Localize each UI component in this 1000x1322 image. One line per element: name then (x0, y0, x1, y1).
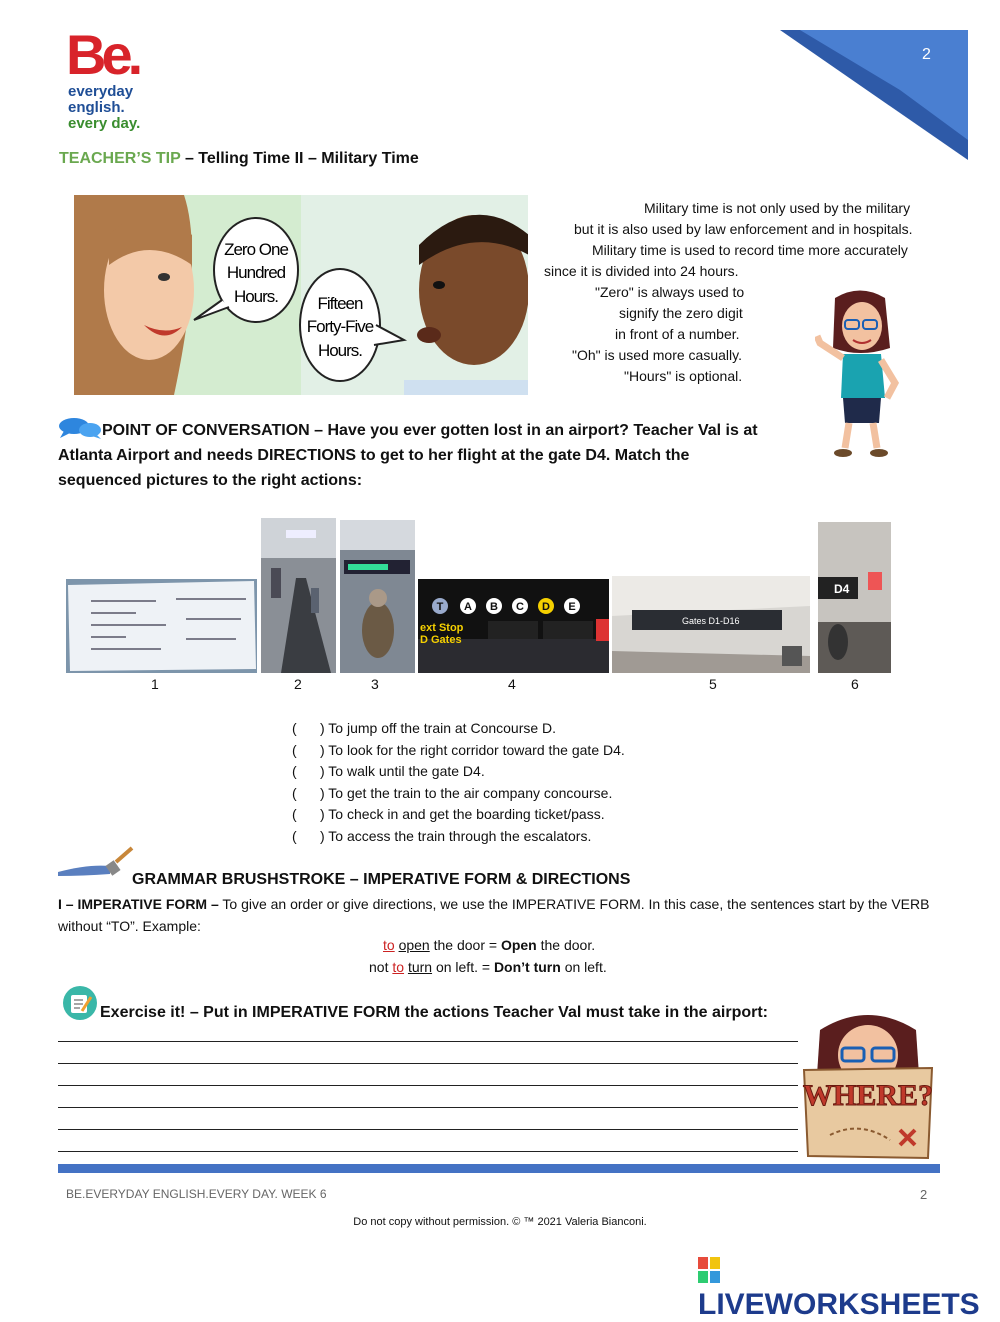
matching-item (292, 761, 625, 783)
example-1-verb: open (398, 937, 430, 953)
teacher-tip-title: – Telling Time II – Military Time (180, 150, 419, 167)
liveworksheets-logo-icon (698, 1257, 720, 1283)
picture-number: 4 (508, 676, 516, 692)
answer-blank[interactable]: ( (292, 784, 297, 801)
picture-number: 5 (709, 676, 717, 692)
answer-blank[interactable]: ( (292, 827, 297, 844)
explanation-line: in front of a number. (615, 326, 740, 342)
answer-blank[interactable]: ( (292, 763, 297, 779)
matching-item-text: ) To look for the right corridor toward the gate D4. (320, 741, 625, 758)
imperative-body: To give an order or give directions, we use the IMPERATIVE FORM. In this case, the sentences start by the VERB without “TO”. Example: (58, 896, 930, 934)
picture-number: 1 (151, 676, 159, 692)
bubble-right-line-1: Fifteen (317, 294, 363, 313)
liveworksheets-brand[interactable] (698, 1254, 1000, 1322)
bubble-left-line-1: Zero One (224, 240, 288, 259)
explanation-line: but it is also used by law enforcement and in hospitals. (574, 221, 913, 237)
example-1-to: to (383, 937, 395, 953)
sign-letter: A (464, 601, 472, 613)
example-2-to: to (392, 959, 405, 975)
answer-line[interactable] (58, 1107, 798, 1108)
bubble-right-line-3: Hours. (317, 341, 363, 360)
matching-item (292, 783, 625, 805)
imperative-heading: I – IMPERATIVE FORM – (58, 896, 219, 912)
bubble-right-line-2: Forty-Five (306, 317, 374, 336)
paintbrush-icon (58, 846, 134, 878)
explanation-line: Military time is used to record time more accurately (592, 242, 908, 258)
explanation-line: "Zero" is always used to (595, 284, 745, 300)
sign-letter: D (542, 601, 550, 613)
explanation-line: "Oh" is used more casually. (572, 347, 742, 363)
gate-sign-text: D4 (834, 582, 850, 596)
matching-item-text: ) To walk until the gate D4. (320, 763, 485, 779)
matching-item (292, 740, 625, 762)
explanation-line: Military time is not only used by the military (644, 200, 911, 216)
page-number: 2 (922, 46, 931, 63)
sign-letter: T (436, 601, 444, 613)
explanation-line: since it is divided into 24 hours. (544, 263, 739, 279)
example-1-rest: the door = (429, 937, 501, 953)
photo-1-boarding-pass (66, 579, 257, 673)
tagline-line-1: everyday (68, 83, 134, 100)
matching-item (292, 804, 625, 826)
matching-item-text: ) To get the train to the air company concourse. (320, 784, 613, 801)
photo-4-train-sign (418, 579, 609, 673)
sign-letter: E (568, 601, 576, 613)
bubble-left-line-3: Hours. (233, 287, 279, 306)
example-1-end: the door. (536, 937, 596, 953)
explanation-line: "Hours" is optional. (624, 368, 743, 384)
photo-3-train-entrance (340, 520, 415, 673)
answer-blank[interactable]: ( (292, 741, 297, 758)
teacher-tip-heading (59, 150, 419, 168)
where-avatar-sign (800, 1010, 936, 1160)
example-1-bold: Open (500, 937, 537, 953)
sign-text-d-gates: D Gates (420, 634, 462, 646)
copyright-notice: Do not copy without permission. © ™ 2021 Valeria Bianconi. (353, 1216, 647, 1228)
answer-line[interactable] (58, 1085, 798, 1086)
example-2-pre: not (369, 959, 393, 975)
brand-logo (66, 23, 139, 86)
example-2-bold: Don’t turn (493, 959, 561, 975)
point-of-conversation (58, 417, 758, 493)
corner-decoration (780, 30, 970, 162)
pencil-notepad-icon (62, 985, 98, 1021)
matching-item-text: ) To check in and get the boarding ticket/pass. (320, 806, 605, 822)
where-text: WHERE? (802, 1079, 934, 1112)
imperative-explanation (58, 893, 942, 937)
footer-bar (58, 1164, 940, 1173)
example-2 (369, 959, 607, 975)
matching-item-text: ) To access the train through the escalators. (320, 827, 592, 844)
sign-text-next-stop: ext Stop (420, 622, 464, 634)
photo-2-escalator (261, 518, 336, 673)
explanation-line: signify the zero digit (619, 305, 743, 321)
chat-bubbles-icon (58, 417, 102, 439)
matching-item-text: ) To jump off the train at Concourse D. (320, 720, 557, 736)
sign-letter: B (490, 601, 498, 613)
logo-mark: Be. (66, 23, 139, 86)
photo-5-gates-corridor (612, 576, 810, 673)
example-2-end: on left. (560, 959, 607, 975)
matching-item (292, 826, 625, 848)
picture-number: 3 (371, 676, 379, 692)
teacher-avatar-pointing (815, 288, 905, 460)
answer-line[interactable] (58, 1041, 798, 1042)
liveworksheets-text: LIVEWORKSHEETS (698, 1288, 980, 1321)
sign-letter: C (516, 601, 524, 613)
answer-line[interactable] (58, 1063, 798, 1064)
answer-blank[interactable]: ( (292, 806, 297, 822)
example-2-verb: turn (407, 959, 433, 975)
picture-number: 2 (294, 676, 302, 692)
military-time-illustration (74, 195, 528, 395)
logo-tagline (68, 84, 140, 132)
teacher-tip-label: TEACHER’S TIP (59, 150, 181, 167)
grammar-title: GRAMMAR BRUSHSTROKE – IMPERATIVE FORM & DIRECTIONS (132, 871, 631, 888)
footer-page-number: 2 (920, 1187, 928, 1202)
matching-list (292, 718, 625, 847)
answer-line[interactable] (58, 1151, 798, 1152)
answer-line[interactable] (58, 1129, 798, 1130)
matching-item (292, 718, 625, 740)
tagline-line-3: every day. (68, 115, 141, 132)
photo-6-gate-d4 (818, 522, 891, 673)
picture-number: 6 (851, 676, 859, 692)
exercise-title: Exercise it! – Put in IMPERATIVE FORM the actions Teacher Val must take in the airport: (100, 1004, 769, 1021)
bubble-left-line-2: Hundred (226, 263, 286, 282)
tagline-line-2: english. (68, 99, 125, 116)
poc-text: POINT OF CONVERSATION – Have you ever gotten lost in an airport? Teacher Val is at Atlanta Airport and needs DIRECTIONS to get to her flight at the gate D4. Match the sequenced pictures to the right actions: (58, 422, 758, 489)
example-2-rest: on left. = (432, 959, 494, 975)
example-1 (383, 937, 595, 953)
answer-blank[interactable]: ( (292, 720, 297, 736)
gates-sign-text: Gates D1-D16 (682, 616, 740, 626)
footer-left: BE.EVERYDAY ENGLISH.EVERY DAY. WEEK 6 (66, 1187, 327, 1201)
